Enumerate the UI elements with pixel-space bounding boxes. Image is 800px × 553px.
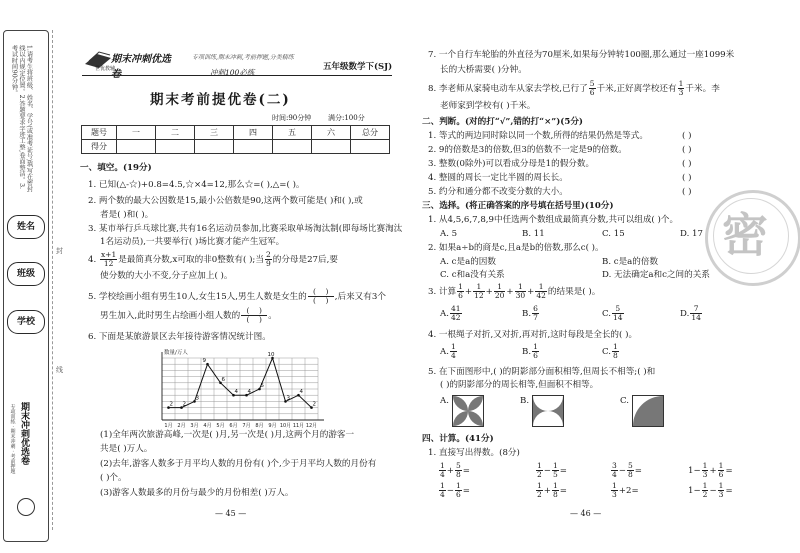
opt-frac-den: 7 <box>533 313 538 322</box>
opt-frac-den: 14 <box>691 313 701 322</box>
c3-frac <box>457 283 464 300</box>
question-1-8b: 老师家到学校有( )千米。 <box>440 101 536 111</box>
shape-c-figure[interactable] <box>632 395 664 427</box>
choice-2-option[interactable]: A. c是a的因数 <box>440 257 496 267</box>
opt-frac-num: 7 <box>690 305 702 314</box>
calc-item: $\frac{1}{2}$ + $\frac{1}{8}$ = <box>537 481 567 499</box>
x-tick-label: 8月 <box>255 423 264 429</box>
question-1-3b: 1名运动员),一共要举行( )场比赛才能产生冠军。 <box>100 237 285 247</box>
choice-4-option-c[interactable] <box>602 342 620 362</box>
c3-frac <box>535 283 547 300</box>
question-6-2b: ( )个。 <box>100 473 127 483</box>
question-1-6: 6. 下面是某旅游景区去年接待游客情况统计图。 <box>88 332 271 342</box>
school-field-label: 学校 <box>7 310 45 334</box>
sidebar-brand-slogan: 专项训练 · 期末冲刺 · 考前押题 <box>9 404 16 474</box>
question-1-4b: 使分数的大小不变,分子应加上( )。 <box>100 271 233 281</box>
judge-answer-blank[interactable]: ( ) <box>682 145 692 155</box>
q5-text-b-tail: 。 <box>268 311 277 321</box>
sidebar-instructions: 1.请考生将班级、姓名、学号(或准考证号)填写在密封线以内规定位置。2.答题要求字迹工整,卷面整洁。3.考试时间90分钟。 <box>10 45 33 193</box>
opt-frac <box>612 305 624 322</box>
y-axis-label: 数量/万人 <box>164 350 188 356</box>
choice-2-option[interactable]: D. 无法确定a和c之间的关系 <box>602 270 710 280</box>
question-1-5b <box>100 307 277 325</box>
shape-a-icon <box>453 396 483 426</box>
opt-frac-den: 6 <box>533 351 538 360</box>
x-tick-label: 3月 <box>190 423 199 429</box>
question-6-3: (3)游客人数最多的月份与最少的月份相差( )万人。 <box>100 488 294 498</box>
sidebar <box>0 0 50 553</box>
choice-5-option-c-label[interactable]: C. <box>620 396 630 406</box>
q5-text-a: 5. 学校绘画小组有男生10人,女生15人,男生人数是女生的 <box>88 292 307 302</box>
data-label: 6 <box>221 376 225 383</box>
calc-1-title: 1. 直接写出得数。(8分) <box>428 448 520 458</box>
opt-frac-den: 14 <box>613 313 623 322</box>
calc-item: $\frac{1}{3}$ +2= <box>612 481 639 499</box>
data-label: 4 <box>299 389 303 396</box>
judge-item: 2. 9的倍数是3的倍数,但3的倍数不一定是9的倍数。 <box>428 145 627 155</box>
score-table-cell: 题号 <box>82 126 117 140</box>
score-table-cell: 六 <box>312 126 351 140</box>
q5-text-b: 男生加入,此时男生占绘画小组人数的 <box>100 311 241 321</box>
opt-letter: C. <box>602 309 612 319</box>
choice-3-option-c[interactable] <box>602 304 625 324</box>
opt-frac-num: 41 <box>450 304 461 313</box>
exam-title: 期末考前提优卷(二) <box>150 92 291 108</box>
score-input-cell[interactable] <box>117 140 156 154</box>
question-1-8a <box>428 79 720 99</box>
x-tick-label: 10月 <box>279 423 292 429</box>
q8-text-2: 千米,正好离学校还有 <box>596 84 677 94</box>
seal-line <box>52 30 53 530</box>
calc-item: $\frac{1}{4}$ − $\frac{1}{6}$ = <box>440 481 470 499</box>
question-1-4a <box>88 250 338 270</box>
data-label: 5 <box>260 383 264 389</box>
brand-logo-sub: 世优教辅 <box>95 66 116 72</box>
q4-text-a: 4. <box>88 255 99 265</box>
question-6-1b: 共是( )万人。 <box>100 444 153 454</box>
question-1-7a: 7. 一个自行车轮胎的外直径为70厘米,如果每分钟转100圈,那么通过一座1099米 <box>428 50 735 60</box>
section-4-title: 四、计算。(41分) <box>422 434 494 444</box>
c3-frac-num: 1 <box>494 283 506 292</box>
score-table-cell: 四 <box>234 126 273 140</box>
seal-mark-xian: 线 <box>56 366 63 374</box>
c3-frac-den: 6 <box>458 291 463 300</box>
c3-frac-num: 1 <box>458 282 463 291</box>
c3-frac <box>515 283 527 300</box>
opt-letter: A. <box>440 309 449 319</box>
choice-3: 3. 计算 $\frac{1}{6}$ + $\frac{1}{12}$ + $\frac{1}{20}$ + $\frac{1}{30}$ + $\frac{1}{42}$ 的结果是( )。 <box>428 282 601 300</box>
question-1-5a <box>88 288 386 306</box>
choice-2-option[interactable]: C. c和a没有关系 <box>440 270 505 280</box>
question-1-2a: 2. 两个数的最大公因数是15,最小公倍数是90,这两个数可能是( )和( ),或 <box>88 196 363 206</box>
choice-5a: 5. 在下面图形中,( )的阴影部分面积相等,但周长不相等;( )和 <box>428 367 656 377</box>
exam-score: 满分:100分 <box>328 114 365 122</box>
choice-1-option[interactable]: D. 17 <box>680 229 703 239</box>
opt-frac <box>532 343 539 360</box>
question-1-1: 1. 已知(△-☆)+0.8=4.5,☆×4=12,那么☆=( ),△=( )。 <box>88 180 305 190</box>
q4-frac2-num: 2 <box>265 250 271 259</box>
opt-frac-den: 4 <box>450 351 456 360</box>
c3-frac-num: 1 <box>515 283 527 292</box>
section-3-title: 三、选择。(将正确答案的序号填在括号里)(10分) <box>422 201 614 211</box>
opt-frac-num: 1 <box>450 342 456 351</box>
q8-fraction-2 <box>678 80 685 97</box>
page-number-right: — 46 — <box>570 509 602 518</box>
q8-frac2-den: 3 <box>678 88 684 97</box>
q5-blank-fraction-2[interactable]: $\frac{( )}{( )}$ <box>241 307 267 324</box>
data-label: 10 <box>267 352 275 358</box>
tourist-line-chart <box>148 346 338 436</box>
q5-blank-fraction-1[interactable]: $\frac{( )}{( )}$ <box>308 288 334 305</box>
x-tick-label: 2月 <box>177 423 186 429</box>
choice-2-option[interactable]: B. c是a的倍数 <box>602 257 659 267</box>
c3-frac-den: 20 <box>494 291 505 300</box>
opt-frac <box>690 305 702 322</box>
score-input-cell[interactable] <box>234 140 273 154</box>
brand-logo <box>83 46 179 80</box>
data-label: 4 <box>247 389 251 396</box>
score-table-cell: 得分 <box>82 140 117 154</box>
opt-frac-num: 1 <box>533 342 538 351</box>
choice-3-option-d[interactable] <box>680 304 703 324</box>
c3-frac-num: 1 <box>535 283 547 292</box>
shape-a-figure[interactable] <box>452 395 484 427</box>
shape-b-icon <box>533 396 563 426</box>
data-label: 2 <box>169 401 173 408</box>
score-table-score-row <box>82 140 390 154</box>
q4-frac2-den: 9 <box>265 259 271 268</box>
c3-frac-den: 42 <box>536 291 546 300</box>
data-point <box>206 363 209 366</box>
x-tick-label: 9月 <box>268 423 277 429</box>
choice-3-option-a[interactable] <box>440 304 463 324</box>
q8-frac2-num: 1 <box>678 79 684 88</box>
q4-text-c: 的分母是27后,要 <box>272 255 338 265</box>
brand-logo-title: 期末冲刺优选卷 <box>111 54 171 80</box>
score-table-cell: 一 <box>117 126 156 140</box>
data-label: 2 <box>182 401 186 408</box>
score-table-cell: 二 <box>156 126 195 140</box>
judge-item: 5. 约分和通分都不改变分数的大小。 <box>428 187 568 197</box>
choice-1-option[interactable]: C. 15 <box>602 229 625 239</box>
calc-item: 1− $\frac{1}{2}$ − $\frac{1}{3}$ = <box>688 481 733 499</box>
c3-frac-den: 12 <box>474 291 484 300</box>
opt-frac-den: 8 <box>613 351 618 360</box>
class-field-label: 班级 <box>7 262 45 286</box>
q4-frac1-num: x+1 <box>100 250 117 259</box>
x-tick-label: 12月 <box>305 423 318 429</box>
q4-fraction-2 <box>265 251 272 268</box>
question-1-2b: 者是( )和( )。 <box>100 210 154 220</box>
sidebar-logo-icon <box>17 498 35 516</box>
calc-item: $\frac{1}{4}$ + $\frac{5}{8}$ = <box>440 461 470 479</box>
score-table-cell: 总分 <box>351 126 390 140</box>
x-tick-label: 4月 <box>203 423 212 429</box>
opt-frac-num: 5 <box>612 305 624 314</box>
c3-tail: 的结果是( )。 <box>547 287 601 297</box>
score-table-cell: 三 <box>195 126 234 140</box>
q8-text-1: 8. 李老师从家骑电动车从家去学校,已行了 <box>428 84 588 94</box>
score-input-cell[interactable] <box>273 140 312 154</box>
data-label: 9 <box>202 358 206 365</box>
question-6-1a: (1)全年两次旅游高峰,一次是( )月,另一次是( )月,这两个月的游客一 <box>100 430 355 440</box>
calc-item: $\frac{1}{2}$ − $\frac{1}{5}$ = <box>537 461 567 479</box>
q8-frac1-den: 6 <box>589 88 595 97</box>
choice-5b: ( )的阴影部分的周长相等,但面积不相等。 <box>440 380 599 390</box>
choice-5-option-b-label[interactable]: B. <box>520 396 530 406</box>
seal-mark-feng: 封 <box>56 247 63 255</box>
sidebar-brand-block <box>5 400 45 525</box>
opt-letter: C. <box>602 347 612 357</box>
opt-letter: B. <box>522 309 532 319</box>
opt-letter: A. <box>440 347 449 357</box>
judge-item: 3. 整数(0除外)可以看成分母是1的假分数。 <box>428 159 595 169</box>
data-label: 3 <box>286 395 290 402</box>
opt-frac <box>450 343 457 360</box>
judge-item: 1. 等式的两边同时除以同一个数,所得的结果仍然是等式。 <box>428 131 648 141</box>
header-tagline-2: 冲刺100必练 <box>210 68 255 77</box>
page-number-left: — 45 — <box>215 509 247 518</box>
data-label: 2 <box>312 401 316 408</box>
opt-letter: B. <box>522 347 532 357</box>
q4-fraction-1 <box>100 251 117 268</box>
choice-5-option-a-label[interactable]: A. <box>440 396 449 406</box>
stamp-text: 密 <box>722 208 768 262</box>
section-1-title: 一、填空。(19分) <box>80 163 152 173</box>
judge-answer-blank[interactable]: ( ) <box>682 159 692 169</box>
q8-fraction-1 <box>589 80 596 97</box>
q8-frac1-num: 5 <box>589 79 595 88</box>
shape-c-icon <box>633 396 663 426</box>
choice-4-option-b[interactable] <box>522 342 540 362</box>
c3-frac <box>473 283 485 300</box>
score-input-cell[interactable] <box>351 140 390 154</box>
judge-answer-blank[interactable]: ( ) <box>682 173 692 183</box>
calc-item: 1− $\frac{1}{3}$ + $\frac{1}{6}$ = <box>688 461 733 479</box>
exam-time: 时间:90分钟 <box>272 114 312 122</box>
data-label: 3 <box>195 395 199 402</box>
q4-text-b: 是最简真分数,x可取的非0整数有( );当 <box>118 255 264 265</box>
opt-frac-num: 6 <box>533 304 538 313</box>
question-6-2a: (2)去年,游客人数多于月平均人数的月份有( )个,少于月平均人数的月份有 <box>100 459 377 469</box>
choice-1-option[interactable]: B. 11 <box>522 229 545 239</box>
x-tick-label: 6月 <box>229 423 238 429</box>
opt-frac <box>532 305 539 322</box>
judge-answer-blank[interactable]: ( ) <box>682 131 692 141</box>
score-input-cell[interactable] <box>312 140 351 154</box>
opt-letter: D. <box>680 309 690 319</box>
score-input-cell[interactable] <box>156 140 195 154</box>
q5-text-a-tail: ,后来又有3个 <box>334 292 386 302</box>
data-label: 4 <box>234 389 238 396</box>
sidebar-brand-title: 期末冲刺优选卷 <box>19 402 29 465</box>
choice-2: 2. 如果a÷b的商是c,且a是b的倍数,那么c( )。 <box>428 243 604 253</box>
judge-item: 4. 整圆的周长一定比半圆的周长长。 <box>428 173 568 183</box>
name-field-label: 姓名 <box>7 215 45 239</box>
opt-frac-num: 1 <box>613 342 618 351</box>
c3-frac-num: 1 <box>473 283 485 292</box>
x-tick-label: 1月 <box>164 423 173 429</box>
choice-1: 1. 从4,5,6,7,8,9中任选两个数组成最简真分数,共可以组成( )个。 <box>428 215 679 225</box>
q8-text-3: 千米。李 <box>685 84 720 94</box>
shape-b-figure[interactable] <box>532 395 564 427</box>
score-table-header-row <box>82 126 390 140</box>
x-tick-label: 5月 <box>216 423 225 429</box>
c3-frac-den: 30 <box>515 291 526 300</box>
grade-label: 五年级数学下(SJ) <box>323 62 393 72</box>
header-tagline-1: 专项训练,期末冲刺,考前押题,分类精练 <box>192 54 294 61</box>
header-rule <box>82 75 392 76</box>
choice-3-option-b[interactable] <box>522 304 540 324</box>
score-table <box>81 125 390 154</box>
opt-frac-den: 42 <box>450 313 461 322</box>
choice-4-option-a[interactable] <box>440 342 458 362</box>
c3-frac <box>494 283 506 300</box>
calc-item: $\frac{3}{4}$ − $\frac{5}{8}$ = <box>612 461 642 479</box>
c3-head: 3. 计算 <box>428 287 457 297</box>
x-tick-label: 7月 <box>242 423 251 429</box>
question-1-3a: 3. 某市举行乒乓球比赛,共有16名运动员参加,比赛采取单场淘汰制(即每场比赛淘汰 <box>88 224 403 234</box>
question-1-7b: 长的大桥需要( )分钟。 <box>440 65 527 75</box>
choice-4: 4. 一根绳子对折,又对折,再对折,这时每段是全长的( )。 <box>428 330 638 340</box>
judge-answer-blank[interactable]: ( ) <box>682 187 692 197</box>
choice-1-option[interactable]: A. 5 <box>440 229 458 239</box>
opt-frac <box>450 305 462 322</box>
q4-frac1-den: 12 <box>103 259 114 268</box>
x-tick-label: 11月 <box>292 423 305 429</box>
section-2-title: 二、判断。(对的打“√”,错的打“×”)(5分) <box>422 117 583 127</box>
score-input-cell[interactable] <box>195 140 234 154</box>
score-table-cell: 五 <box>273 126 312 140</box>
opt-frac <box>612 343 619 360</box>
